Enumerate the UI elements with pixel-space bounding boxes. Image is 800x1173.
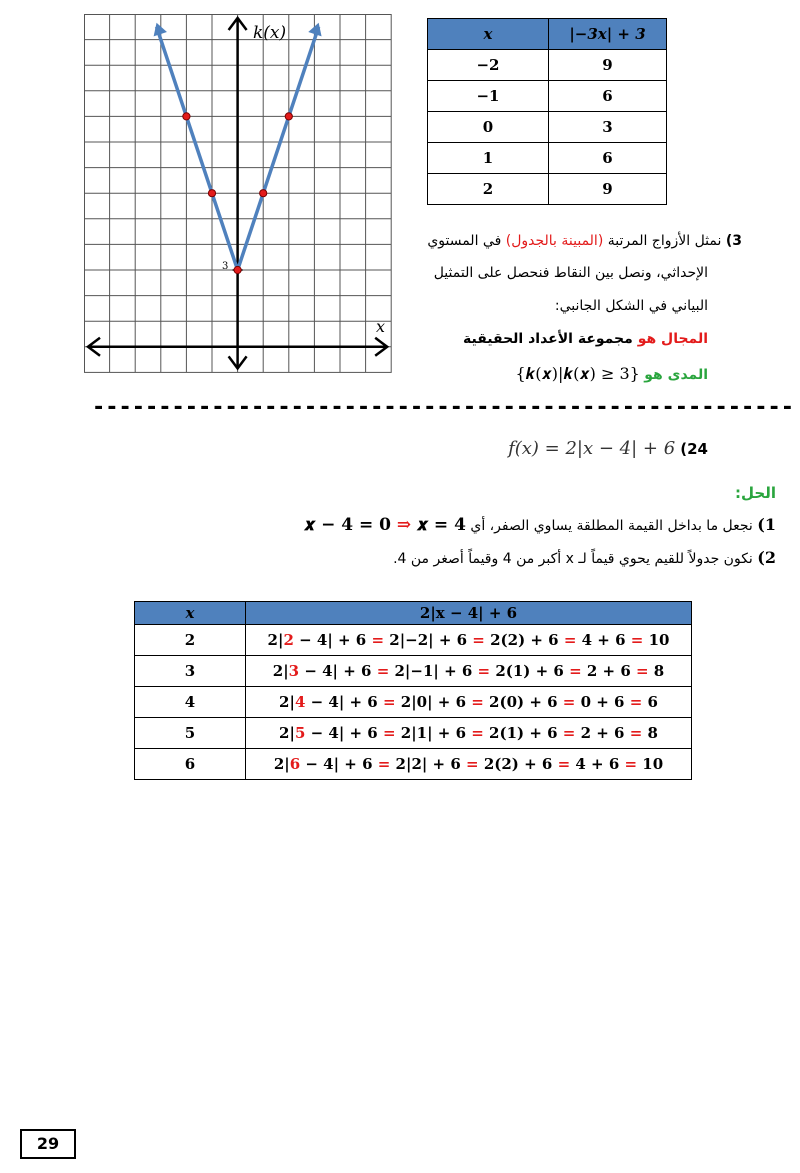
expr-part: 2 + 6	[581, 662, 636, 680]
expr-part: 2|	[267, 631, 284, 649]
expr-part: 2(2) + 6	[478, 755, 558, 773]
absolute-value-graph	[84, 14, 394, 370]
graph-point	[285, 113, 292, 120]
table-cell: 5	[135, 718, 246, 749]
table-row	[428, 81, 667, 112]
expr-part: 10	[637, 755, 664, 773]
equals-sign: =	[376, 662, 390, 680]
table-cell: 6	[549, 143, 667, 174]
table-cell: −1	[428, 81, 549, 112]
step3-text: في المستوي	[427, 233, 502, 249]
equals-sign: =	[624, 755, 638, 773]
expr-part	[630, 724, 658, 742]
table2-header-x: x	[135, 602, 246, 625]
equals-sign: =	[472, 631, 485, 649]
equals-sign: =	[562, 693, 576, 711]
expr-part: 2	[283, 631, 294, 649]
expr-part: 2|−1| + 6	[389, 662, 478, 680]
expr-part: 2(1) + 6	[490, 662, 570, 680]
table-cell: 6	[549, 81, 667, 112]
table-row	[135, 656, 692, 687]
equals-sign: =	[635, 662, 649, 680]
table-cell	[246, 656, 692, 687]
domain-label: المجال هو	[637, 331, 708, 347]
expr-part	[478, 662, 570, 680]
values-table-k	[427, 18, 667, 205]
equals-sign: =	[471, 693, 484, 711]
expr-part: − 4| + 6	[305, 724, 383, 742]
expr-part: 4 + 6	[570, 755, 625, 773]
table-cell: 0	[428, 112, 549, 143]
step2-text: نكون جدولاً للقيم يحوي قيماً لـ x أكبر من 4 وقيماً أصغر من 4.	[393, 551, 753, 567]
expr-part: 2(2) + 6	[484, 631, 564, 649]
table-cell: 3	[135, 656, 246, 687]
problem-number: (24	[680, 440, 708, 458]
equals-sign: =	[557, 755, 571, 773]
expr-part	[472, 631, 564, 649]
graph-point	[183, 113, 190, 120]
step3-line2: الإحداثي، ونصل بين النقاط فنحصل على التمثيل	[433, 265, 708, 281]
expr-part	[631, 631, 670, 649]
table-cell	[246, 718, 692, 749]
expr-part	[564, 631, 631, 649]
step3-line1	[427, 233, 742, 249]
table-cell	[246, 749, 692, 780]
expr-part: − 4| + 6	[300, 755, 378, 773]
expr-part: 4 + 6	[576, 631, 631, 649]
expr-part: 6	[642, 693, 658, 711]
step-number: 2)	[757, 548, 776, 567]
equals-sign: =	[382, 693, 396, 711]
equals-sign: =	[562, 724, 576, 742]
step-number: 3)	[725, 233, 742, 249]
graph-point	[234, 266, 241, 273]
values-table-f	[134, 601, 692, 780]
table2-header-expr: 2|x − 4| + 6	[246, 602, 692, 625]
expr-part	[563, 724, 630, 742]
step1-text: نجعل ما بداخل القيمة المطلقة يساوي الصفر، أي	[470, 518, 753, 534]
expr-part: 3	[288, 662, 300, 680]
domain-value: مجموعة الأعداد الحقيقية	[463, 331, 633, 347]
equals-sign: =	[477, 662, 491, 680]
table-row	[135, 625, 692, 656]
expr-part	[471, 693, 563, 711]
step-number: 1)	[757, 515, 776, 534]
expr-part: 5	[294, 724, 306, 742]
expr-part	[624, 755, 663, 773]
expr-part	[471, 724, 563, 742]
solution-step2	[393, 548, 776, 567]
equals-sign: =	[382, 724, 396, 742]
expr-part: 2|	[272, 662, 289, 680]
expr-part: 2(1) + 6	[483, 724, 563, 742]
table-row	[428, 143, 667, 174]
expr-part: 2|2| + 6	[390, 755, 467, 773]
expr-part: 2|−2| + 6	[384, 631, 473, 649]
table1-header-x: x	[428, 19, 549, 50]
table-cell: 2	[428, 174, 549, 205]
step3-line3: البياني في الشكل الجانبي:	[554, 298, 708, 314]
range-value: {𝒌(𝒙)|𝒌(𝒙) ≥ 3}	[515, 364, 640, 383]
expr-part	[630, 693, 658, 711]
equals-sign: =	[569, 662, 582, 680]
step3-text: نمثل الأزواج المرتبة	[607, 233, 722, 249]
graph-tick-label: 3	[222, 261, 229, 272]
table-cell: 9	[549, 50, 667, 81]
solution-step1	[304, 515, 776, 535]
expr-part: 2|	[273, 755, 290, 773]
table-row	[135, 718, 692, 749]
expr-part: − 4| + 6	[305, 693, 383, 711]
graph-branch-right	[238, 27, 319, 270]
table-cell: 4	[135, 687, 246, 718]
equals-sign: =	[630, 631, 644, 649]
graph-point	[260, 190, 267, 197]
problem-24	[508, 438, 708, 459]
expr-part	[383, 724, 471, 742]
graph-y-label: k(x)	[253, 23, 287, 43]
expr-part: − 4| + 6	[293, 631, 372, 649]
graph-point	[208, 190, 215, 197]
step1-math: 𝒙 − 𝟒 = 𝟎 ⇒ 𝒙 = 𝟒	[304, 515, 466, 535]
expr-part: 2|	[279, 724, 295, 742]
expr-part: 2 + 6	[575, 724, 630, 742]
table-cell: 3	[549, 112, 667, 143]
table-cell: −2	[428, 50, 549, 81]
expr-part: 2(0) + 6	[483, 693, 563, 711]
expr-part	[636, 662, 664, 680]
table-row	[428, 174, 667, 205]
expr-part: 2|	[279, 693, 295, 711]
range-label: المدى هو	[644, 367, 708, 383]
equals-sign: =	[629, 724, 643, 742]
expr-part	[466, 755, 558, 773]
equals-sign: =	[629, 693, 643, 711]
table-cell: 1	[428, 143, 549, 174]
expr-part: 8	[648, 662, 665, 680]
page-number: 29	[20, 1129, 76, 1159]
expr-part: 2|0| + 6	[395, 693, 472, 711]
equals-sign: =	[563, 631, 577, 649]
expr-part: 2|1| + 6	[395, 724, 472, 742]
expr-part: 6	[289, 755, 301, 773]
step3-red-text: (المبينة بالجدول)	[505, 233, 604, 249]
table-row	[428, 50, 667, 81]
expr-part	[371, 631, 472, 649]
expr-part	[378, 755, 466, 773]
expr-part	[558, 755, 625, 773]
table-cell: 6	[135, 749, 246, 780]
table-row	[135, 749, 692, 780]
expr-part: 8	[642, 724, 658, 742]
table-cell	[246, 687, 692, 718]
expr-part	[377, 662, 478, 680]
solution-title: الحل:	[735, 484, 776, 502]
expr-part: − 4| + 6	[299, 662, 377, 680]
expr-part	[563, 693, 630, 711]
table-cell: 9	[549, 174, 667, 205]
equals-sign: =	[371, 631, 385, 649]
expr-part	[569, 662, 636, 680]
expr-part: 0 + 6	[575, 693, 630, 711]
section-separator: -----------------------------------------------------	[92, 395, 794, 420]
expr-part: 10	[643, 631, 670, 649]
table-row	[428, 112, 667, 143]
graph-branch-left	[157, 27, 238, 270]
table-cell: 2	[135, 625, 246, 656]
equals-sign: =	[471, 724, 484, 742]
table-row	[135, 687, 692, 718]
equals-sign: =	[466, 755, 479, 773]
range-line	[515, 364, 708, 384]
graph-x-label: x	[376, 317, 386, 336]
expr-part: 4	[294, 693, 306, 711]
table-cell	[246, 625, 692, 656]
problem-equation: f(x) = 2|x − 4| + 6	[508, 438, 676, 459]
table1-header-expr: |−3x| + 3	[549, 19, 667, 50]
equals-sign: =	[377, 755, 391, 773]
expr-part	[383, 693, 471, 711]
domain-line	[463, 331, 708, 347]
